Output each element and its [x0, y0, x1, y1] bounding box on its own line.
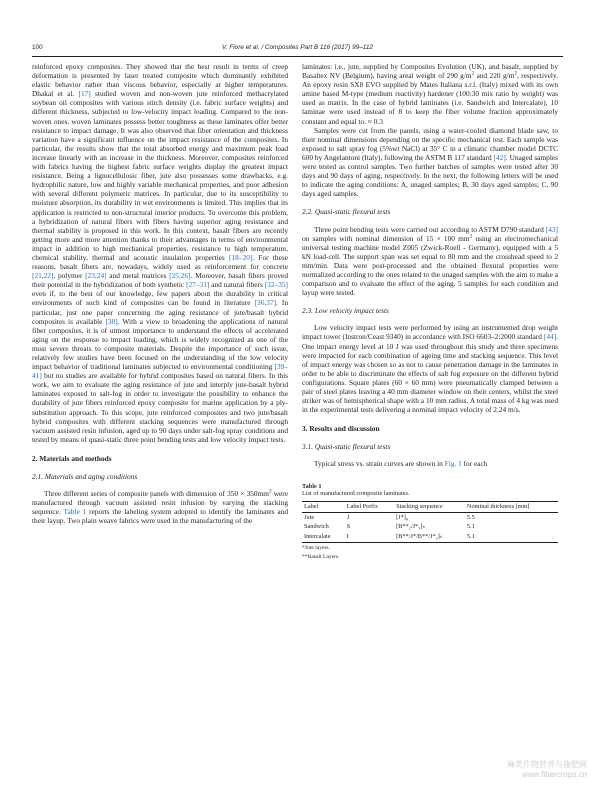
table-caption: List of manufactured composite laminates.: [302, 490, 410, 498]
left-column: [32, 62, 288, 526]
right-column: [302, 62, 558, 561]
section-2-3-heading: 2.3. Low velocity impact tests: [302, 306, 389, 316]
table-cell: 5.1: [465, 532, 558, 543]
citation-link[interactable]: [38]: [105, 316, 118, 326]
citation-link[interactable]: [23,24]: [85, 271, 107, 281]
flexural-paragraph: Three point bending tests were carried out according to ASTM D790 standard [43] on samples with nominal dimension of 15 × 100 $mm^2$ using an electromechanical universal testing machine model Z005 (Zwick-Roell - Germany), equipped with a 5 kN load-cell. The support span was set equal to 80 mm and the crosshead speed to 2 mm/min. Data were post-processed and the obtained flexural properties were normalized according to the ones related to the unaged samples with the aim to make a comparison and to evaluate the effect of the aging. 5 samples for each condition and layup were tested.: [302, 224, 558, 298]
table-cell: [B**/J*/B**/J*₂]ₛ: [394, 532, 465, 543]
table-row: [302, 532, 558, 543]
table-cell: [B**₂/J*₃]ₛ: [396, 523, 425, 531]
table-header-cell: Label: [302, 501, 345, 513]
citation-link[interactable]: [17]: [78, 89, 91, 99]
citation-link[interactable]: Table 1: [63, 507, 87, 517]
table-footnote: *Jute layers.: [302, 545, 330, 552]
materials-paragraph: Three different series of composite panels with dimension of $350 \times 350mm^2$ were manufactured through vacuum assisted resin infusion by varying the stacking sequence. Table 1 reports the labeling system adopted to identify the laminates and their layup. Two plain weave fabrics were used in the manufacturing of the: [32, 488, 289, 526]
results-paragraph: Typical stress vs. strain curves are shown in Fig. 1 for each: [314, 459, 488, 469]
page-number: 100: [32, 44, 43, 51]
section-3-heading: 3. Results and discussion: [302, 424, 380, 434]
table-cell: Sandwich: [304, 523, 329, 531]
section-2-heading: 2. Materials and methods: [32, 453, 112, 463]
superscript: 2: [471, 70, 475, 77]
table-row: [302, 513, 558, 523]
citation-link[interactable]: [44]: [543, 332, 557, 342]
superscript: 2: [269, 488, 272, 495]
citation-link[interactable]: Fig. 1: [444, 459, 462, 469]
table-1: [302, 483, 558, 562]
superscript: 2: [469, 233, 473, 240]
table-cell: [J*]₈: [396, 514, 409, 522]
citation-link[interactable]: [27–31]: [186, 280, 210, 290]
table-cell: 5.5: [466, 514, 475, 522]
materials-continued-paragraph: laminates: i.e., jute, supplied by Composites Evolution (UK), and basalt, supplied by Basaltex NV (Belgium), having areal weight of 290 $g/m^2$ and 220 $g/m^2$, respectively. An epoxy resin SX8 EVO supplied by Mates Italiana s.r.l. (Italy) mixed with its own amine based M-type (medium reactivity) hardener (100:30 mix ratio by weight) was used as matrix. In the case of hybrid laminates (i.e. Sandwich and Intercalate), 10 laminae were used instead of 8 to keep the fiber volume fraction approximately constant and equal to. ≈ 0.3: [302, 62, 558, 126]
journal-citation: V. Fiore et al. / Composites Part B 116 (2017) 99–112: [222, 44, 373, 51]
section-2-1-heading: 2.1. Materials and aging conditions: [32, 472, 138, 482]
table-cell: 5.1: [466, 523, 475, 531]
table-row: [302, 523, 558, 532]
intro-paragraph: reinforced epoxy composites. They showed that the best result in terms of creep deformation is presented by laser treated composite which dominantly exhibited elastic behavior rather than viscous behavior, especially at higher temperatures. Dhakal et al. [17] studied woven and non-woven jute reinforced methacrylated soybean oil composites with various stitch density (i.e. fabric surface weights) and different thickness, subjected to low-velocity impact loading. Compared to the non-woven ones, woven laminates possess better toughness as these laminates offer better resistance to impact damage. It was also observed that fiber orientation and thickness variation have a significant influence on the impact resistance of the composites. In particular, the results show that the total absorbed energy and maximum peak load increase linearly with an increase in the thickness. Moreover, composites reinforced with fabrics having the highest fabric surface weights display the greatest impact resistance. Being a lignocellulosic fiber, jute also possesses some drawbacks, e.g. hydrophilic nature, low and highly variable mechanical properties, and poor adhesion with several different polymeric matrices. In particular, due to its susceptibility to moisture absorption, its durability in wet environments is limited. This implies that its application is restricted to non-structural interior products. To overcome this problem, a hybridization of natural fibers with fibers having superior aging resistance and thermal stability is proposed in this work. In this context, basalt fibers are recently getting more and more attention thanks to their advantages in terms of environmental impact in addition to high mechanical properties, resistance to high temperature, chemical stability, thermal and acoustic insulation properties [18–20]. For these reasons, basalt fibers are, nowadays, widely used as reinforcement for concrete [21,22], polymer [23,24] and metal matrices [25,26]. Moreover, basalt fibers proved their potential in the hybridization of both synthetic [27–31] and natural fibers [32–35] even if, to the best of our knowledge, few papers about the durability in critical environments of such kind of composites can be found in literature [36,37]. In particular, just one paper concerning the aging resistance of jute/basalt hybrid composites is available [38]. With a view to broadening the applications of natural fiber composites, it is of utmost importance to understand the effects of accelerated aging on the response to impact loading, which is widely recognized as one of the most severe threats to composite materials. Despite the importance of such issue, relatively few studies have been focused on the understanding of the low velocity impact behavior of traditional laminates subjected to environmental conditioning [39–41] but no studies are available for hybrid composites based on natural fibers. In this work, we aim to evaluate the aging resistance of jute and interply jute-basalt hybrid laminates exposed to salt-fog in order to investigate the possibility to enhance the durability of jute fibers reinforced epoxy composite for marine application by a ply-substitution approach. To this scope, jute reinforced composites and two jute/basalt hybrid composites with different stacking sequences were manufactured through vacuum assisted resin infusion, aged up to 90 days under salt-fog spray conditions and tested by means of quasi-static three point bending tests and low velocity impact tests.: [32, 62, 289, 444]
citation-link[interactable]: [42]: [493, 152, 506, 162]
citation-link[interactable]: [39–41]: [32, 362, 288, 381]
table-cell: J: [346, 514, 350, 522]
samples-paragraph: Samples were cut from the panels, using a water-cooled diamond blade saw, to their nominal dimensions depending on the specific mechanical test. Each sample was exposed to salt spray fog (5%wt NaCl) at 35° C in a climatic chamber model DCTC 600 by Angelantoni (Italy), following the ASTM B 117 standard [42]. Unaged samples were tested as control samples. Two further batches of samples were tested after 30 days and 90 days of aging, respectively. In the next, the following letters will be used to indicate the aging conditions: A, unaged samples; B, 30 days aged samples; C, 90 days aged samples.: [302, 125, 558, 199]
citation-link[interactable]: [36,37]: [254, 298, 277, 308]
header-rule: [32, 56, 563, 57]
superscript: 2: [514, 70, 517, 77]
citation-link[interactable]: [43]: [545, 224, 558, 234]
table-title: Table 1: [302, 482, 322, 490]
impact-paragraph: Low velocity impact tests were performed by using an instrumented drop weight impact tower (Instron/Ceast 9340) in accordance with ISO 6603–2:2000 standard [44]. One impact energy level at 10 J was used throughout this study and three specimens were impacted for each combination of ageing time and stacking sequence. This level of impact energy was chosen so as not to cause penetration damage in the laminates in order to be able to discriminate the effects of salt fog exposure on the different hybrid configurations. Square plates (60 × 60 mm) were pneumatically clamped between a pair of steel plates leaving a 40 mm diameter window on their centers, whilst the steel striker was of hemispherical shape with a 10 mm radius. A total mass of 4 kg was used in the experimental tests delivering a nominal impact velocity of 2.24 m/s.: [302, 323, 558, 415]
citation-link[interactable]: [32–35]: [264, 280, 288, 290]
section-3-1-heading: 3.1. Quasi-static flexural tests: [302, 442, 391, 452]
table-footnote: **Basalt Layers.: [302, 554, 340, 561]
table-header-cell: Stacking sequence: [394, 501, 465, 513]
citation-link[interactable]: [25,26]: [169, 271, 191, 281]
table-cell: I: [345, 532, 394, 543]
page-header: [32, 44, 563, 56]
table-cell: Intercalate: [302, 532, 345, 543]
table-header-cell: Nominal thickness [mm]: [465, 501, 558, 513]
table-header-cell: Label Prefix: [345, 501, 394, 513]
table-header-row: [302, 501, 558, 513]
table-cell: S: [346, 523, 351, 531]
section-2-2-heading: 2.2. Quasi-static flexural tests: [302, 207, 391, 217]
citation-link[interactable]: [18–20]: [229, 252, 253, 262]
table-cell: Jute: [304, 514, 315, 522]
site-watermark: 麻类作物营养与施肥网 www.fibercrops.cn: [507, 760, 587, 779]
citation-link[interactable]: [21,22]: [32, 271, 54, 281]
laminates-table: [302, 501, 558, 543]
